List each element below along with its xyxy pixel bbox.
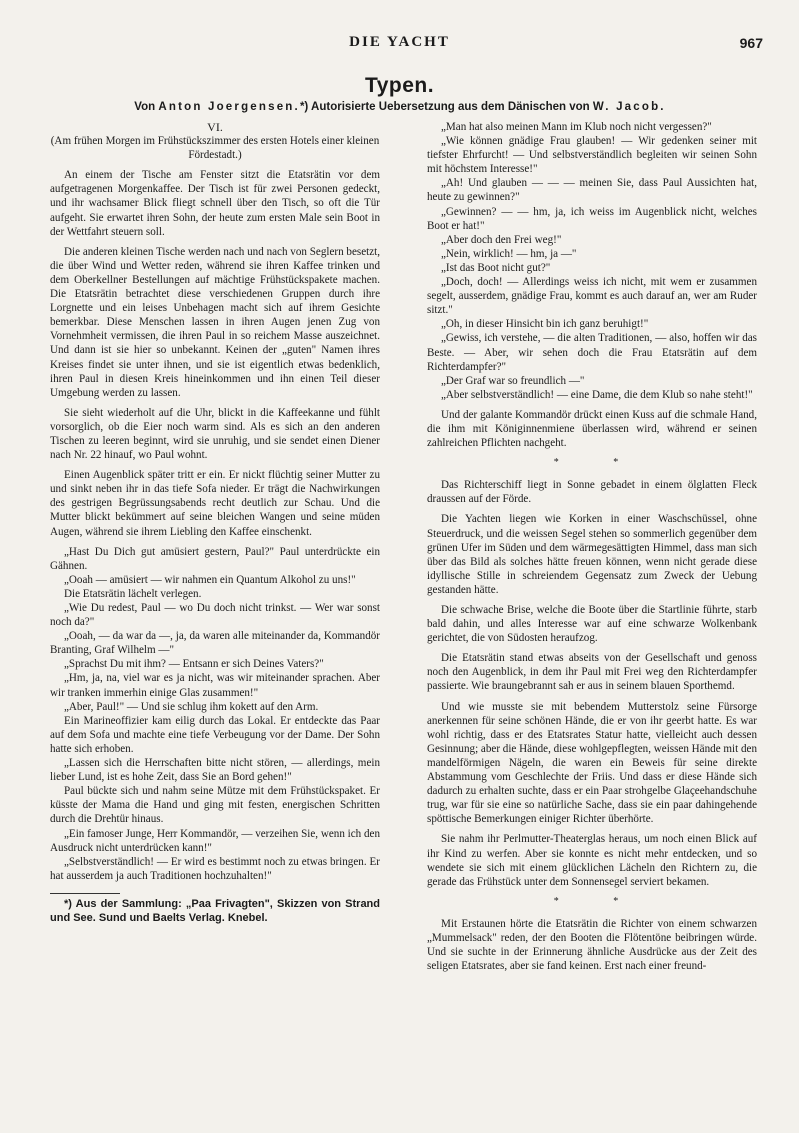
paragraph: „Ooah, — da war da —, ja, da waren alle miteinander da, Kommandör Branting, Graf Wilhelm —" (50, 630, 380, 657)
paragraph: Die Etatsrätin stand etwas abseits von der Gesellschaft und genoss noch den Augenblick, in dem ihr Paul mit Frei weg den Richterdampfer passierte. Wie braungebrannt sah er aus in seinem blauen Sporthemd. (427, 652, 757, 693)
paragraph: „Ist das Boot nicht gut?" (441, 261, 551, 274)
section-separator: * * (553, 457, 645, 469)
byline-prefix: Von (134, 101, 156, 113)
left-column (50, 120, 380, 925)
paragraph: Mit Erstaunen hörte die Etatsrätin die Richter von einem schwarzen „Mummelsack" reden, der den Booten die Flötentöne beibringen würde. Und sie suchte in der Erinnerung ähnliche Ausdrücke aus der Zeit des seligen Etatsrates, aber sie fand keinen. Erst nach einer freund- (427, 917, 757, 973)
scene-setting: (Am frühen Morgen im Frühstückszimmer des ersten Hotels einer kleinen Fördestadt.) (50, 135, 380, 162)
paragraph: „Hast Du Dich gut amüsiert gestern, Paul?" Paul unterdrückte ein Gähnen. (50, 545, 380, 572)
paragraph: Sie nahm ihr Perlmutter-Theaterglas heraus, um noch einen Blick auf ihr Kind zu werfen. Aber sie konnte es nicht mehr entdecken, und so wendete sie sich mit einem glücklichen Lächeln den Richtern zu, die gerade das Frühstück unter dem Sonnensegel serviert bekamen. (427, 833, 757, 888)
article-title: Typen. (364, 74, 435, 97)
paragraph: Einen Augenblick später tritt er ein. Er nickt flüchtig seiner Mutter zu und sinkt neben ihr in das tiefe Sofa nieder. Er trägt die Nachwirkungen des gestrigen Begrüssungsabends recht deutlich zur Schau. Und die Mutter blickt bekümmert auf seine bleichen Wangen und seine müden Augen, während sie ihrem Liebling den Kaffee einschenkt. (50, 469, 380, 538)
paragraph: „Hm, ja, na, viel war es ja nicht, was wir miteinander sprachen. Aber wir tranken immerhin einige Glas zusammen!" (50, 672, 380, 699)
paragraph: „Aber selbstverständlich! — eine Dame, die dem Klub so nahe steht!" (441, 388, 753, 401)
right-column (427, 120, 757, 973)
paragraph: Die Yachten liegen wie Korken in einer Waschschüssel, ohne Steuerdruck, und die weissen Segel stehen so sommerlich gegenüber dem grünen Ufer im Süden und dem wärmegesättigten Himmel, dass man sich über das Bild als solches hätte freuen können, wenn nicht gerade diese idyllische Stille in schreiendem Gegensatz zum Zweck der Uebung gestanden hätte. (427, 513, 757, 596)
paragraph: „Ooah — amüsiert — wir nahmen ein Quantum Alkohol zu uns!" (64, 573, 356, 586)
paragraph: Ein Marineoffizier kam eilig durch das Lokal. Er entdeckte das Paar auf dem Sofa und machte eine tiefe Verbeugung vor der Dame. Der Sohn hatte sich erhoben. (50, 714, 380, 755)
byline-rest: Autorisierte Uebersetzung aus dem Dänischen von (311, 101, 590, 113)
paragraph: „Oh, in dieser Hinsicht bin ich ganz beruhigt!" (441, 318, 649, 331)
paragraph: Die anderen kleinen Tische werden nach und nach von Seglern besetzt, die über Wind und Wetter reden, während sie ihren Kaffee trinken und dem Oberkellner Bestellungen auf mächtige Frühstückspakete machen. Die Etatsrätin betrachtet diese verschiedenen Gruppen durch ihre Lorgnette und ein leises Unbehagen macht sich auf ihrem Gesichte bemerkbar. Diese Menschen lassen in ihren Augen jenen Zug von Vornehmheit vermissen, die ihren Paul in so reichem Masse auszeichnet. Und dann ist sie hier so unbekannt. Keinen der „guten" Namen ihres Kreises findet sie unter ihnen, und sie ist eigentlich etwas bedenklich, ihren Paul in diesen Kreis hineinkommen und ihn einen Teil dieser Umgebung werden zu lassen. (50, 245, 380, 399)
running-title: DIE YACHT (349, 34, 450, 50)
paragraph: Die schwache Brise, welche die Boote über die Startlinie führte, starb bald dahin, und alles Interesse war auf eine schwarze Wolkenbank gerichtet, die von Südosten heraufzog. (427, 604, 757, 645)
paragraph: „Doch, doch! — Allerdings weiss ich nicht, mit wem er zusammen segelt, ausserdem, gnädige Frau, kommt es auch darauf an, wer am Ruder sitzt." (427, 276, 757, 317)
footnote-rule (50, 893, 120, 894)
paragraph: Das Richterschiff liegt in Sonne gebadet in einem ölglatten Fleck draussen auf der Förde. (427, 479, 757, 506)
paragraph: „Sprachst Du mit ihm? — Entsann er sich Deines Vaters?" (64, 658, 324, 671)
paragraph: Die Etatsrätin lächelt verlegen. (64, 587, 202, 600)
section-separator: * * (553, 895, 645, 907)
section-numeral: VI. (207, 120, 223, 134)
translator-name: W. Jacob. (592, 101, 666, 113)
paragraph: „Ein famoser Junge, Herr Kommandör, — verzeihen Sie, wenn ich den Ausdruck nicht unterdrücken kann!" (50, 827, 380, 854)
paragraph: „Nein, wirklich! — hm, ja —" (441, 247, 577, 260)
paragraph: „Der Graf war so freundlich —" (441, 374, 585, 387)
paragraph: „Selbstverständlich! — Er wird es bestimmt noch zu etwas bringen. Er hat ausserdem ja auch Traditionen hochzuhalten!" (50, 855, 380, 882)
author-name: Anton Joergensen. (158, 101, 300, 113)
paragraph: An einem der Tische am Fenster sitzt die Etatsrätin vor dem aufgetragenen Morgenkaffee. Der Tisch ist für zwei Personen gedeckt, und ihr wachsamer Blick fliegt schnell über den Tisch, so oft die Tür aufgeht. Sie erwartet ihren Sohn, der heute zum ersten Male sein Boot in der Wettfahrt steuern soll. (50, 169, 380, 238)
paragraph: „Lassen sich die Herrschaften bitte nicht stören, — allerdings, mein lieber Lund, ist es hohe Zeit, dass Sie an Bord gehen!" (50, 757, 380, 784)
paragraph: „Wie Du redest, Paul — wo Du doch nicht trinkst. — Wer war sonst noch da?" (50, 602, 380, 629)
paragraph: „Aber, Paul!" — Und sie schlug ihm kokett auf den Arm. (64, 700, 319, 713)
paragraph: Paul bückte sich und nahm seine Mütze mit dem Frühstückspaket. Er küsste der Mama die Hand und ging mit festen, energischen Schritten durch die Drehtür hinaus. (50, 785, 380, 826)
paragraph: „Gewinnen? — — hm, ja, ich weiss im Augenblick nicht, welches Boot er hat!" (427, 205, 757, 232)
byline (50, 101, 750, 113)
paragraph: „Ah! Und glauben — — — meinen Sie, dass Paul Aussichten hat, heute zu gewinnen?" (427, 177, 757, 204)
footnote-mark: *) (299, 101, 309, 113)
paragraph: „Gewiss, ich verstehe, — die alten Traditionen, — also, hoffen wir das Beste. — Aber, wir sehen doch die Frau Etatsrätin auf dem Richterdampfer?" (427, 332, 757, 373)
paragraph: „Man hat also meinen Mann im Klub noch nicht vergessen?" (441, 121, 712, 133)
paragraph: Und wie musste sie mit bebendem Mutterstolz seine Fürsorge anerkennen für seine schönen Hände, die er von ihr geerbt hatte. Es war wohl richtig, dass er des Etatsrates Statur hatte, vielleicht auch dessen Gesinnung; aber die Hände, diese wohlgepflegten, weissen Hände mit den mandelförmigen Nägeln, die waren ein Beweis für seine direkte Abstammung vom Geschlechte der Friis. Und dass er diese Hände sich dadurch zu erhalten suchte, dass er ein Paar strohgelbe Glaçeehandschuhe trug, war für sie eine so natürliche Sache, dass sie ein paar dahingehende spöttische Bemerkungen einiger Richter überhörte. (427, 700, 757, 826)
paragraph: „Wie können gnädige Frau glauben! — Wir gedenken seiner mit tiefster Ehrfurcht! — Und selbstverständlich begleiten wir seinen Sohn mit höchstem Interesse!" (427, 135, 757, 176)
paragraph: „Aber doch den Frei weg!" (441, 233, 562, 246)
paragraph: Sie sieht wiederholt auf die Uhr, blickt in die Kaffeekanne und fühlt vorsorglich, ob die Eier noch warm sind. Als es sich an den anderen Tischen zu leeren beginnt, wird sie unruhig, und sie sendet einen Diener nach Nr. 22 hinauf, wo Paul wohnt. (50, 406, 380, 462)
page-number: 967 (739, 35, 763, 51)
paragraph: Und der galante Kommandör drückt einen Kuss auf die schmale Hand, die ihm mit Königinnenmiene überlassen wird, während er seinen zahlreichen Pflichten nachgeht. (427, 408, 757, 450)
footnote: *) Aus der Sammlung: „Paa Frivagten", Skizzen von Strand und See. Sund und Baelts Verlag. Knebel. (50, 897, 380, 924)
